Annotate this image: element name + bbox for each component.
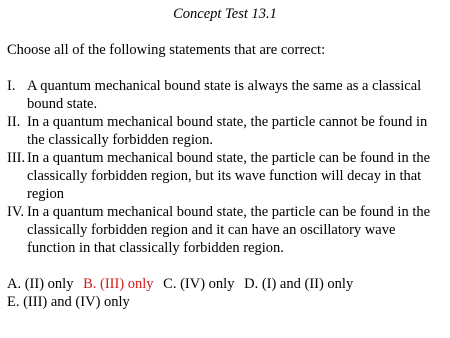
statement-line: classically forbidden region, but its wave function will decay in that <box>27 168 422 184</box>
statement-line: In a quantum mechanical bound state, the particle cannot be found in <box>27 114 428 130</box>
statement-line: the classically forbidden region. <box>27 132 214 148</box>
answer-choice-e: E. (III) and (IV) only <box>7 294 130 310</box>
statement-number: III. <box>7 150 26 166</box>
statement-line: bound state. <box>27 96 98 112</box>
answer-choice-d: D. (I) and (II) only <box>244 276 354 292</box>
question-prompt: Choose all of the following statements that are correct: <box>7 42 326 58</box>
answer-choice-c: C. (IV) only <box>163 276 235 292</box>
statement-line: classically forbidden region and it can have an oscillatory wave <box>27 222 396 238</box>
statement-number: II. <box>7 114 21 130</box>
statement-line: function in that classically forbidden region. <box>27 240 284 256</box>
statement-number: I. <box>7 78 16 94</box>
statement-number: IV. <box>7 204 25 220</box>
answer-row-1 <box>7 275 353 293</box>
answer-row-2 <box>7 293 130 311</box>
statement-line: region <box>27 186 65 202</box>
answer-choice-a: A. (II) only <box>7 276 74 292</box>
answer-choice-b: B. (III) only <box>83 276 154 292</box>
statement-line: In a quantum mechanical bound state, the particle can be found in the <box>27 150 431 166</box>
slide-title: Concept Test 13.1 <box>173 6 277 22</box>
statement-line: A quantum mechanical bound state is always the same as a classical <box>27 78 422 94</box>
statement-line: In a quantum mechanical bound state, the particle can be found in the <box>27 204 431 220</box>
